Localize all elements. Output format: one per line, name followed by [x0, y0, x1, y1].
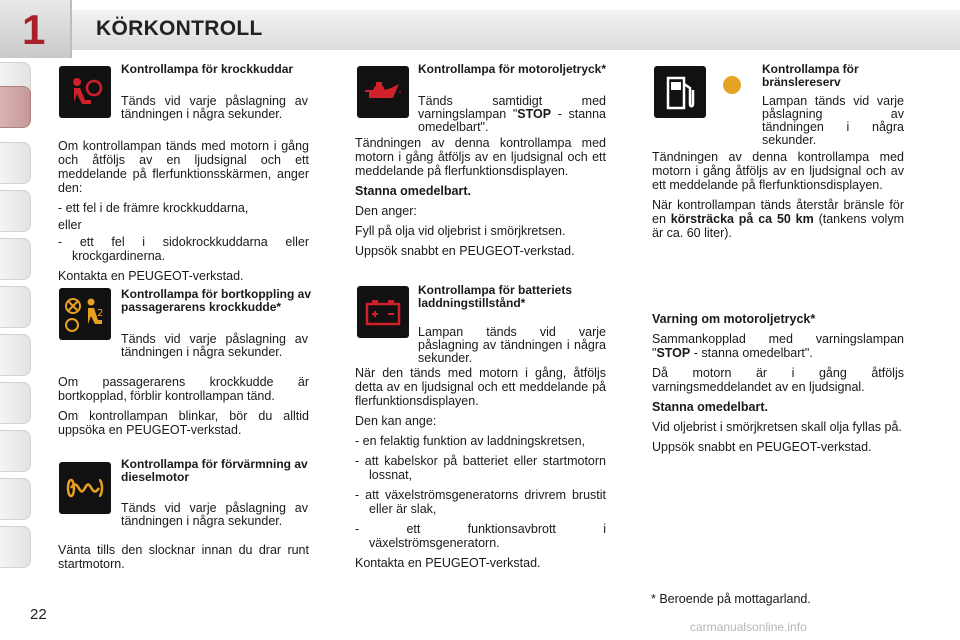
passenger-airbag-lamp-text: Tänds vid varje påslagning av tändningen i några sekunder.: [121, 332, 308, 359]
oil-warning-paragraph: [652, 332, 904, 360]
oil-warning-text: Sammankopplad med varningslampan ": [652, 332, 904, 360]
fuel-range-bold: körsträcka på ca 50 km: [670, 212, 814, 226]
oil-paragraph: Den anger:: [355, 204, 417, 218]
oil-paragraph: Uppsök snabbt en PEUGEOT-verkstad.: [355, 244, 575, 258]
passenger-paragraph: Om kontrollampan blinkar, bör du alltid uppsöka en PEUGEOT-verkstad.: [58, 409, 309, 437]
stop-label: STOP: [656, 346, 691, 360]
oil-stop-heading: Stanna omedelbart.: [355, 184, 471, 198]
side-tab[interactable]: [0, 142, 31, 184]
oil-lamp-text: [418, 95, 606, 134]
fuel-body: [652, 150, 904, 246]
oil-paragraph: Fyll på olja vid oljebrist i smörjkretsen.: [355, 224, 566, 238]
side-tab-active[interactable]: [0, 86, 31, 128]
airbag-lamp-title: Kontrollampa för krockkuddar: [121, 62, 294, 76]
oil-warning-paragraph: Uppsök snabbt en PEUGEOT-verkstad.: [652, 440, 872, 454]
airbag-paragraph: Kontakta en PEUGEOT-verkstad.: [58, 269, 244, 283]
passenger-paragraph: Om passagerarens krockkudde är bortkopplad, förblir kontrollampan tänd.: [58, 375, 309, 403]
fuel-lamp-title: Kontrollampa för bränslereserv: [762, 62, 859, 89]
side-tab[interactable]: [0, 478, 31, 520]
preheat-icon: [59, 462, 111, 514]
side-tab[interactable]: [0, 286, 31, 328]
battery-list-item: - att kabelskor på batteriet eller startmotorn lossnat,: [355, 454, 606, 482]
battery-lamp-text: Lampan tänds vid varje påslagning av tändningen i några sekunder.: [418, 325, 606, 365]
fuel-paragraph: Tändningen av denna kontrollampa med motorn i gång åtföljs av en ljudsignal och av ett meddelande på flerfunktionsdisplayen.: [652, 150, 904, 192]
footnote: * Beroende på mottagarland.: [651, 592, 811, 606]
oil-warning-text: - stanna omedelbart".: [690, 346, 813, 360]
side-tab[interactable]: [0, 382, 31, 424]
preheat-lamp-text: Tänds vid varje påslagning av tändningen i några sekunder.: [121, 501, 308, 528]
amber-lamp-indicator-icon: [723, 76, 741, 94]
battery-list-item: - en felaktig funktion av laddningskretsen,: [355, 434, 585, 448]
preheat-paragraph: Vänta tills den slocknar innan du drar runt startmotorn.: [58, 543, 309, 571]
passenger-airbag-body: [58, 375, 309, 443]
fuel-pump-icon: [654, 66, 706, 118]
passenger-airbag-off-icon: [59, 288, 111, 340]
fuel-lamp-text: Lampan tänds vid varje påslagning av tändningen i några sekunder.: [762, 94, 904, 147]
side-tab[interactable]: [0, 526, 31, 568]
watermark: carmanualsonline.info: [690, 620, 807, 634]
oil-warning-paragraph: Vid oljebrist i smörjkretsen skall olja fyllas på.: [652, 420, 902, 434]
battery-list-item: - ett funktionsavbrott i växelströmsgeneratorn.: [355, 522, 606, 550]
fuel-range-text: (tankens volym är ca. 60 liter).: [652, 212, 904, 240]
oil-warning-stop-heading: Stanna omedelbart.: [652, 400, 768, 414]
oil-paragraph: Tändningen av denna kontrollampa med motorn i gång åtföljs av en ljudsignal och ett meddelande på flerfunktionsdisplayen.: [355, 136, 606, 178]
chapter-tab: [0, 0, 72, 58]
battery-paragraph: Kontakta en PEUGEOT-verkstad.: [355, 556, 541, 570]
chapter-number: 1: [22, 6, 46, 53]
page-title: KÖRKONTROLL: [96, 17, 263, 40]
oil-warning-section: [652, 312, 904, 460]
battery-paragraph: Den kan ange:: [355, 414, 437, 428]
airbag-lamp-text: Tänds vid varje påslagning av tändningen i några sekunder.: [121, 94, 308, 121]
oil-pressure-icon: [357, 66, 409, 118]
page-number: 22: [30, 606, 47, 623]
battery-list-item: - att växelströmsgeneratorns drivrem brustit eller är slak,: [355, 488, 606, 516]
oil-warning-title: Varning om motoroljetryck*: [652, 312, 816, 326]
preheat-body: [58, 543, 309, 577]
chapter-side-tabs: [0, 62, 32, 582]
page-header: [0, 0, 960, 58]
oil-text-part: Tänds samtidigt med varningslampan ": [418, 94, 606, 121]
side-tab[interactable]: [0, 238, 31, 280]
oil-body: [355, 136, 606, 264]
side-tab[interactable]: [0, 334, 31, 376]
airbag-paragraph: - ett fel i de främre krockkuddarna,: [58, 201, 249, 215]
airbag-warning-icon: [59, 66, 111, 118]
passenger-airbag-lamp-title: Kontrollampa för bortkoppling av passagerarens krockkudde*: [121, 287, 312, 314]
battery-paragraph: När den tänds med motorn i gång, åtföljs detta av en ljudsignal och ett meddelande på flerfunktionsdisplayen.: [355, 366, 606, 408]
svg-text:2: 2: [97, 308, 104, 319]
stop-label: STOP: [517, 107, 552, 121]
oil-lamp-title: Kontrollampa för motoroljetryck*: [418, 62, 607, 76]
battery-icon: [357, 286, 409, 338]
airbag-list-item: - ett fel i sidokrockkuddarna eller krockgardinerna.: [58, 235, 309, 263]
fuel-range-text: När kontrollampan tänds återstår bränsle för en: [652, 198, 904, 226]
oil-text-part: - stanna omedelbart".: [418, 107, 607, 134]
airbag-body: [58, 139, 309, 289]
preheat-lamp-title: Kontrollampa för förvärmning av dieselmotor: [121, 457, 308, 484]
side-tab[interactable]: [0, 430, 31, 472]
airbag-paragraph: Om kontrollampan tänds med motorn i gång och åtföljs av en ljudsignal och ett meddelande på flerfunktionsskärmen, anger den:: [58, 139, 309, 195]
airbag-paragraph: eller: [58, 218, 82, 232]
oil-warning-paragraph: Då motorn är i gång åtföljs varningsmeddelandet av en ljudsignal.: [652, 366, 904, 394]
side-tab[interactable]: [0, 190, 31, 232]
battery-body: [355, 366, 606, 576]
fuel-range-paragraph: [652, 198, 904, 240]
battery-lamp-title: Kontrollampa för batteriets laddningstillstånd*: [418, 283, 573, 310]
